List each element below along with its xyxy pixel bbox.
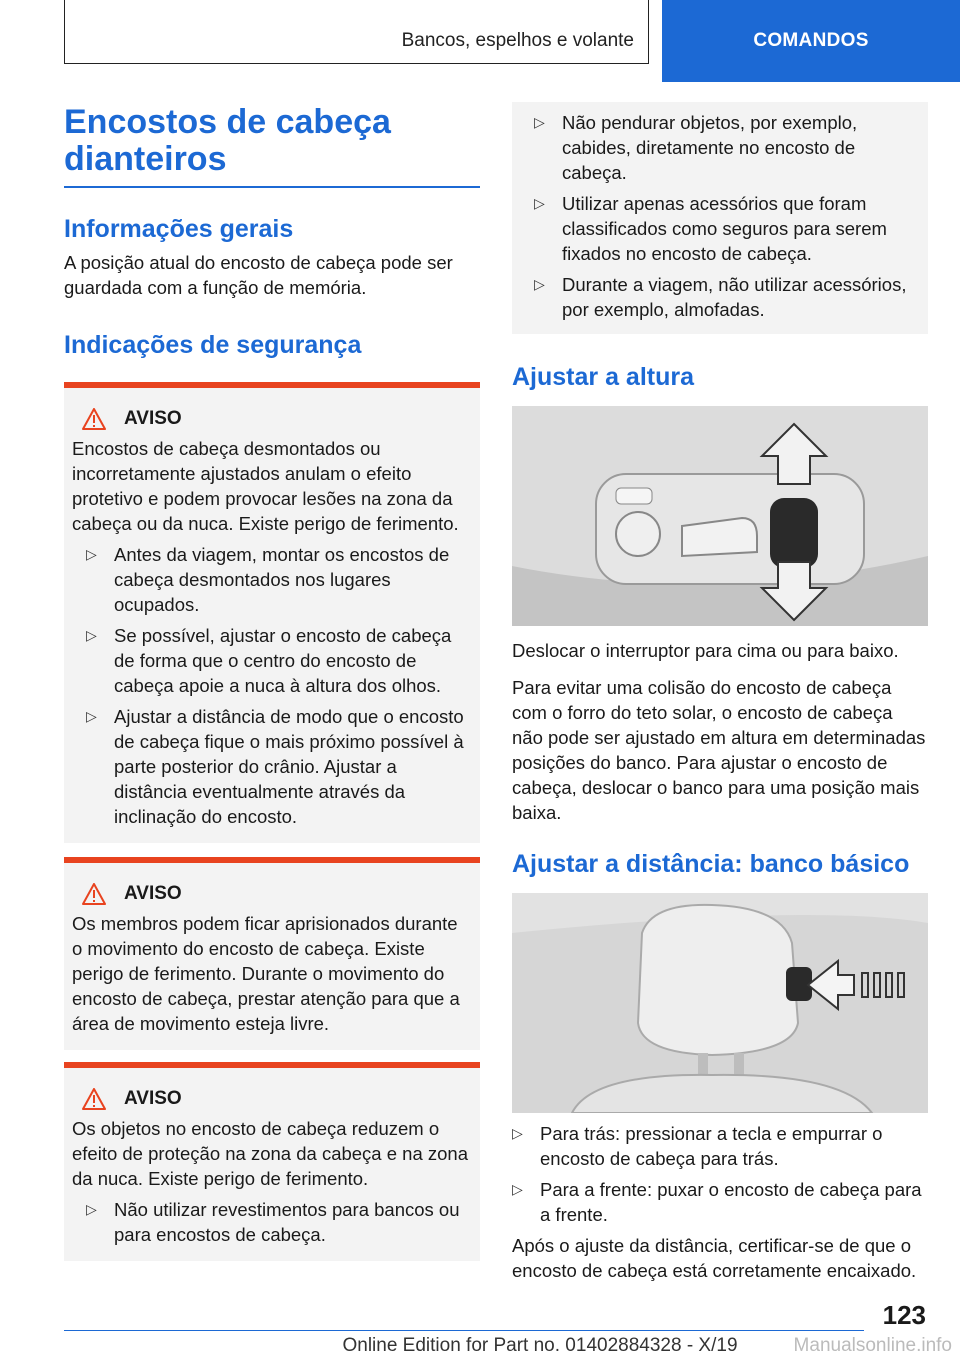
height-switch-figure [512,406,928,626]
chapter-tab-label: COMANDOS [753,30,869,51]
edition-note: Online Edition for Part no. 01402884328 - X/19 [342,1335,738,1356]
height-caption: Deslocar o interruptor para cima ou para baixo. [512,640,899,661]
warning-triangle-icon [82,408,106,430]
list-item-text: Não utilizar revestimentos para bancos ou para encostos de cabeça. [114,1199,460,1245]
list-item-text: Utilizar apenas acessórios que foram classificados como seguros para serem fixados no encosto de cabeça. [562,193,887,264]
page-title: Encostos de cabeça dianteiros [64,103,391,178]
chapter-tab[interactable] [662,0,960,82]
right-column [512,102,928,1283]
bullet-triangle-icon: ▷ [534,114,545,130]
distance-list [512,1121,928,1227]
list-item [520,110,920,185]
list-item [72,1197,472,1247]
warning-text: Os objetos no encosto de cabeça reduzem o efeito de proteção na zona da cabeça e na zona da nuca. Existe perigo de ferimento. [72,1118,468,1189]
bullet-triangle-icon: ▷ [512,1125,523,1141]
bullet-triangle-icon: ▷ [86,627,97,643]
left-column [64,104,480,1261]
list-item [512,1177,928,1227]
title-rule [64,186,480,188]
bullet-triangle-icon: ▷ [534,195,545,211]
height-text: Para evitar uma colisão do encosto de cabeça com o forro do teto solar, o encosto de cabeça não pode ser ajustado em altura em determinadas posições do banco. Para ajustar o encosto de cabeça, deslocar o banco para uma posição mais baixa. [512,677,926,823]
warning-title-text: AVISO [124,1088,182,1109]
distance-text: Após o ajuste da distância, certificar-se de que o encosto de cabeça está corretamente encaixado. [512,1235,917,1281]
warning-box [64,857,480,1050]
warning-title [72,1088,472,1110]
general-heading: Informações gerais [64,215,294,243]
list-item-text: Ajustar a distância de modo que o encosto de cabeça fique o mais próximo possível à parte posterior do crânio. Ajustar a distância eventualmente através da inclinação do encosto. [114,706,464,827]
list-item-text: Antes da viagem, montar os encostos de cabeça desmontados nos lugares ocupados. [114,544,450,615]
list-item-text: Durante a viagem, não utilizar acessórios, por exemplo, almofadas. [562,274,907,320]
headrest-illustration [512,893,928,1113]
section-title: Bancos, espelhos e volante [401,30,634,51]
list-item [520,191,920,266]
bullet-triangle-icon: ▷ [86,1201,97,1217]
warning-title-text: AVISO [124,408,182,429]
page-number: 123 [882,1300,926,1330]
distance-figure [512,893,928,1113]
warning-title [72,408,472,430]
list-item-text: Para a frente: puxar o encosto de cabeça para a frente. [540,1179,922,1225]
list-item-text: Não pendurar objetos, por exemplo, cabides, diretamente no encosto de cabeça. [562,112,858,183]
warning-text: Os membros podem ficar aprisionados durante o movimento do encosto de cabeça. Existe perigo de ferimento. Durante o movimento do encosto de cabeça, prestar atenção para que a área de movimento esteja livre. [72,913,460,1034]
list-item [520,272,920,322]
list-item [72,704,472,829]
warning-title [72,883,472,905]
bullet-triangle-icon: ▷ [512,1181,523,1197]
bullet-triangle-icon: ▷ [86,546,97,562]
height-heading: Ajustar a altura [512,363,695,391]
distance-heading: Ajustar a distância: banco básico [512,850,910,878]
warning-continuation [512,102,928,334]
warning-text: Encostos de cabeça desmontados ou incorretamente ajustados anulam o efeito protetivo e podem provocar lesões na zona da cabeça ou da nuca. Existe perigo de ferimento. [72,438,459,534]
list-item-text: Para trás: pressionar a tecla e empurrar o encosto de cabeça para trás. [540,1123,883,1169]
list-item [72,542,472,617]
bullet-triangle-icon: ▷ [534,276,545,292]
warning-triangle-icon [82,883,106,905]
list-item-text: Se possível, ajustar o encosto de cabeça de forma que o centro do encosto de cabeça apoie a nuca à altura dos olhos. [114,625,452,696]
list-item [72,623,472,698]
watermark: Manualsonline.info [793,1335,952,1356]
warning-title-text: AVISO [124,883,182,904]
safety-heading: Indicações de segurança [64,331,362,359]
warning-triangle-icon [82,1088,106,1110]
list-item [512,1121,928,1171]
warning-box [64,1062,480,1261]
general-text: A posição atual do encosto de cabeça pode ser guardada com a função de memória. [64,252,453,298]
footer-rule [64,1330,864,1331]
seat-switch-illustration [512,406,928,626]
warning-box [64,382,480,843]
bullet-triangle-icon: ▷ [86,708,97,724]
